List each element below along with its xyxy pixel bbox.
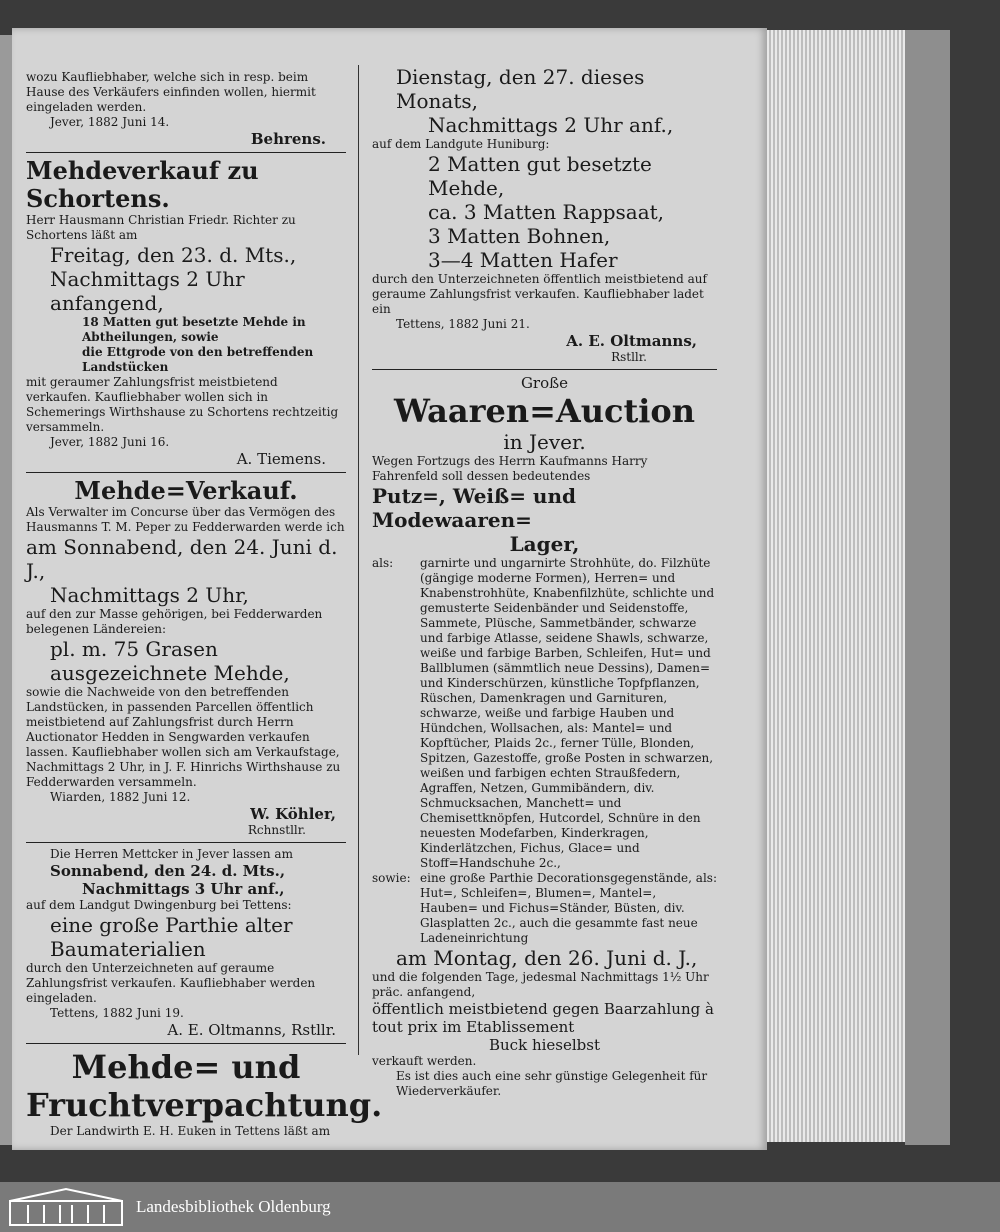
dateline: Tettens, 1882 Juni 19. xyxy=(50,1006,184,1020)
ad-item: 2 Matten gut besetzte Mehde, xyxy=(428,152,652,200)
ad-text: auf den zur Masse gehörigen, bei Fedderwarden belegenen Ländereien: xyxy=(26,607,323,636)
dateline: Jever, 1882 Juni 14. xyxy=(50,115,170,129)
dateline: Jever, 1882 Juni 16. xyxy=(50,435,170,449)
dateline: Wiarden, 1882 Juni 12. xyxy=(50,790,191,804)
ad-intro: Der Landwirth E. H. Euken in Tettens läßt am xyxy=(50,1124,331,1138)
library-footer xyxy=(0,1182,1000,1232)
ad-mehde-verkauf xyxy=(26,477,346,838)
signature: A. Tiemens. xyxy=(236,450,326,468)
signature: A. E. Oltmanns, xyxy=(566,332,697,350)
list-value: eine große Parthie Decorationsgegenstände, als: Hut=, Schleifen=, Blumen=, Mantel=, Hauben= und Fichus=Ständer, Büsten, div. Glasplatten 2c., auch die gesammte fast neue Ladeneinrichtung xyxy=(420,871,717,945)
ad-date: Dienstag, den 27. dieses Monats, xyxy=(396,65,645,113)
ad-waaren-auction xyxy=(372,374,717,1099)
list-value: garnirte und ungarnirte Strohhüte, do. Filzhüte (gängige moderne Formen), Herren= und Knabenstrohhüte, Knabenfilzhüte, schlichte und gemusterte Seidenbänder und Seidenstoffe, Sammete, Plüsche, Sammetbänder, schwarze und farbige Atlasse, seidene Shawls, schwarze, weiße und farbige Barben, Schleifen, Hut= und Ballblumen (sämmtlich neue Dessins), Damen= und Kinderschürzen, künstliche Topfpflanzen, Rüschen, Damenkragen und Garnituren, schwarze, weiße und farbige Hauben und Hündchen, Wollsachen, als: Mantel= und Kopftücher, Plaids 2c., ferner Tülle, Blonden, Spitzen, Gazestoffe, große Posten in schwarzen, weißen und farbigen echten Straußfedern, Agraffen, Netzen, Gummibändern, div. Schmucksachen, Manchett= und Chemisettknöpfen, Hutcordel, Schnüre in den neuesten Modefarben, Kinderkragen, Kinderlätzchen, Fichus, Glace= und Stoff=Handschuhe 2c., xyxy=(420,556,715,870)
ad-place: auf dem Landgut Dwingenburg bei Tettens: xyxy=(26,898,292,912)
ad-intro: Die Herren Mettcker in Jever lassen am xyxy=(50,847,293,861)
book-block xyxy=(905,30,950,1145)
ad-item: 3—4 Matten Hafer xyxy=(428,248,618,272)
ad-time: Nachmittags 2 Uhr anf., xyxy=(428,113,674,137)
ad-time: Nachmittags 2 Uhr anfangend, xyxy=(50,267,245,315)
divider xyxy=(26,1043,346,1044)
ad-note: Es ist dies auch eine sehr günstige Gelegenheit für Wiederverkäufer. xyxy=(396,1069,708,1098)
ad-item: 3 Matten Bohnen, xyxy=(428,224,611,248)
library-building-logo xyxy=(8,1187,124,1227)
right-column xyxy=(372,65,717,1099)
ad-mehde-fruchtverpachtung xyxy=(26,1048,383,1139)
ad-item: 18 Matten gut besetzte Mehde in Abtheilungen, sowie xyxy=(82,315,306,344)
ad-heading: Putz=, Weiß= und Modewaaren= xyxy=(372,484,576,532)
ad-time: und die folgenden Tage, jedesmal Nachmittags 1½ Uhr präc. anfangend, xyxy=(372,970,709,999)
ad-title: Waaren=Auction xyxy=(393,392,696,430)
ad-body: sowie die Nachweide von den betreffenden Landstücken, in passenden Parcellen öffentlich meistbietend auf Zahlungsfrist durch Herrn Auctionator Hedden in Sengwarden verkaufen lassen. Kaufliebhaber wollen sich am Verkaufstage, Nachmittags 2 Uhr, in J. F. Hinrichs Wirthshause zu Fedderwarden versammeln. xyxy=(26,685,341,789)
left-column xyxy=(26,70,383,1139)
ad-body: durch den Unterzeichneten öffentlich meistbietend auf geraume Zahlungsfrist verkaufen. Kaufliebhaber ladet ein xyxy=(372,272,707,316)
ad-item: die Ettgrode von den betreffenden Landstücken xyxy=(82,345,314,374)
ad-intro: Wegen Fortzugs des Herrn Kaufmanns Harry Fahrenfeld soll dessen bedeutendes xyxy=(372,454,648,483)
ad-title: Mehde= und xyxy=(71,1048,301,1086)
column-divider xyxy=(358,65,359,1055)
divider xyxy=(26,152,346,153)
signature: W. Köhler, xyxy=(250,805,336,823)
library-name: Landesbibliothek Oldenburg xyxy=(136,1197,331,1216)
ad-place: in Jever. xyxy=(503,430,586,454)
divider xyxy=(26,842,346,843)
ad-time: Nachmittags 2 Uhr, xyxy=(50,583,249,607)
ad-date: Sonnabend, den 24. d. Mts., xyxy=(50,862,286,880)
ad-item: eine große Parthie alter Baumaterialien xyxy=(50,913,293,961)
page-stack xyxy=(755,30,905,1142)
ad-title: Mehdeverkauf zu Schortens. xyxy=(26,156,259,213)
ad-heading: Lager, xyxy=(509,532,580,556)
ad-sale: Buck hieselbst xyxy=(489,1036,600,1054)
ad-mehdeverkauf-schortens xyxy=(26,157,346,468)
ad-title: Fruchtverpachtung. xyxy=(26,1086,383,1124)
ad-item: pl. m. 75 Grasen ausgezeichnete Mehde, xyxy=(50,637,290,685)
decoration-list xyxy=(372,871,717,946)
signature-role: Rstllr. xyxy=(611,350,647,364)
list-key: als: xyxy=(372,556,394,570)
goods-list xyxy=(372,556,717,871)
ad-date: am Montag, den 26. Juni d. J., xyxy=(396,946,698,970)
divider xyxy=(26,472,346,473)
ad-kicker: Große xyxy=(520,374,569,392)
ad-intro: Als Verwalter im Concurse über das Vermögen des Hausmanns T. M. Peper zu Fedderwarden werde ich xyxy=(26,505,345,534)
ad-sale: verkauft werden. xyxy=(372,1054,477,1068)
dateline: Tettens, 1882 Juni 21. xyxy=(396,317,530,331)
ad-body: durch den Unterzeichneten auf geraume Zahlungsfrist verkaufen. Kaufliebhaber werden eingeladen. xyxy=(26,961,316,1005)
signature: Behrens. xyxy=(250,130,326,148)
ad-behrens xyxy=(26,70,346,148)
ad-place: auf dem Landgute Huniburg: xyxy=(372,137,550,151)
ad-item: ca. 3 Matten Rappsaat, xyxy=(428,200,665,224)
list-key: sowie: xyxy=(372,871,411,885)
ad-time: Nachmittags 3 Uhr anf., xyxy=(82,880,285,898)
ad-date: Freitag, den 23. d. Mts., xyxy=(50,243,297,267)
signature-role: Rchnstllr. xyxy=(247,823,306,837)
divider xyxy=(372,369,717,370)
signature: A. E. Oltmanns, Rstllr. xyxy=(167,1021,336,1039)
ad-huniburg xyxy=(372,65,717,365)
ad-baumaterialien xyxy=(26,847,346,1039)
ad-title: Mehde=Verkauf. xyxy=(74,476,298,505)
ad-body: mit geraumer Zahlungsfrist meistbietend verkaufen. Kaufliebhaber wollen sich in Schemerings Wirthshause zu Schortens rechtzeitig versammeln. xyxy=(26,375,339,434)
ad-intro: Herr Hausmann Christian Friedr. Richter zu Schortens läßt am xyxy=(26,213,296,242)
ad-date: am Sonnabend, den 24. Juni d. J., xyxy=(26,535,338,583)
ad-text: wozu Kaufliebhaber, welche sich in resp. beim Hause des Verkäufers einfinden wollen, hiermit eingeladen werden. xyxy=(26,70,316,114)
ad-sale: öffentlich meistbietend gegen Baarzahlung à tout prix im Etablissement xyxy=(372,1000,714,1036)
